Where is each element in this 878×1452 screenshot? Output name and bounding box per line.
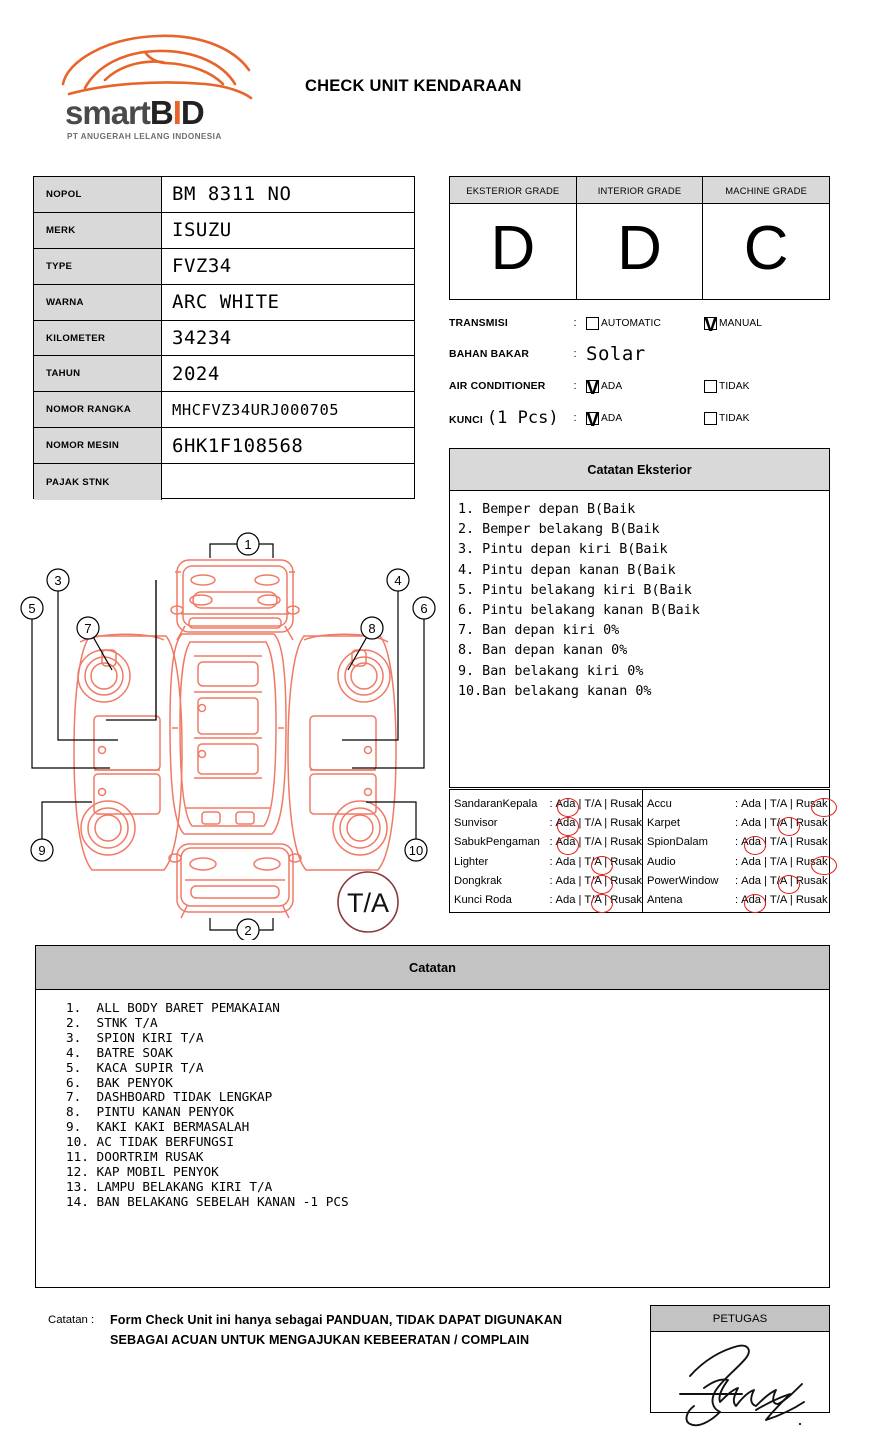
interior-item-name: SpionDalam xyxy=(647,836,708,849)
callout-label-9: 9 xyxy=(38,843,46,858)
catatan-list xyxy=(36,990,829,1287)
interior-colon: : xyxy=(735,874,739,887)
logo-subtitle: PT ANUGERAH LELANG INDONESIA xyxy=(67,132,222,141)
grade-header: EKSTERIOR GRADE xyxy=(450,177,576,204)
interior-item-name: Audio xyxy=(647,855,676,868)
catatan-eksterior-item: 7. Ban depan kiri 0% xyxy=(458,623,620,639)
catatan-item: 10. AC TIDAK BERFUNGSI xyxy=(66,1134,235,1150)
interior-checklist-left xyxy=(449,789,643,913)
info-label: MERK xyxy=(34,213,162,248)
interior-colon: : xyxy=(735,797,739,810)
info-row xyxy=(34,213,414,249)
smartbid-logo xyxy=(45,22,285,141)
catatan-eksterior-item: 5. Pintu belakang kiri B(Baik xyxy=(458,582,692,598)
catatan-eksterior-item: 9. Ban belakang kiri 0% xyxy=(458,663,644,679)
info-row xyxy=(34,464,414,500)
petugas-box xyxy=(650,1305,830,1413)
catatan-item: 4. BATRE SOAK xyxy=(66,1044,173,1060)
catatan-eksterior-title: Catatan Eksterior xyxy=(450,449,829,491)
catatan-eksterior-item: 3. Pintu depan kiri B(Baik xyxy=(458,542,668,558)
interior-row[interactable] xyxy=(643,794,829,813)
info-label: NOPOL xyxy=(34,177,162,212)
catatan-item: 6. BAK PENYOK xyxy=(66,1074,173,1090)
interior-options[interactable]: Ada | T/A | Rusak xyxy=(556,798,642,810)
grade-header: MACHINE GRADE xyxy=(703,177,829,204)
callout-label-1: 1 xyxy=(244,537,252,552)
info-value[interactable]: 2024 xyxy=(172,362,220,385)
info-label: PAJAK STNK xyxy=(34,464,162,500)
interior-row[interactable] xyxy=(643,813,829,832)
info-value[interactable]: ISUZU xyxy=(172,219,232,242)
interior-row[interactable] xyxy=(643,833,829,852)
interior-row[interactable] xyxy=(643,871,829,890)
catatan-eksterior-item: 10.Ban belakang kanan 0% xyxy=(458,683,652,699)
interior-row[interactable] xyxy=(450,890,642,909)
logo-text-b: B xyxy=(149,94,173,131)
info-value[interactable]: 6HK1F108568 xyxy=(172,434,304,457)
interior-options[interactable]: Ada | T/A | Rusak xyxy=(741,836,827,848)
page-title: CHECK UNIT KENDARAAN xyxy=(305,77,522,95)
info-value[interactable]: ARC WHITE xyxy=(172,291,280,314)
ta-stamp-label: T/A xyxy=(346,888,390,918)
interior-item-name: PowerWindow xyxy=(647,874,719,887)
selection-circle xyxy=(591,894,613,913)
label-kunci-ada: ADA xyxy=(601,412,623,424)
info-label: KILOMETER xyxy=(34,321,162,356)
bahan-bakar-value: Solar xyxy=(586,343,646,365)
kunci-label xyxy=(449,408,564,428)
info-row xyxy=(34,249,414,285)
transmisi-option-manual[interactable] xyxy=(704,317,762,330)
interior-item-name: Sunvisor xyxy=(454,816,498,829)
info-label: NOMOR RANGKA xyxy=(34,392,162,427)
label-manual: MANUAL xyxy=(719,317,763,329)
catatan-eksterior-item: 2. Bemper belakang B(Baik xyxy=(458,522,660,538)
transmisi-label: TRANSMISI xyxy=(449,317,508,329)
grade-value: D xyxy=(617,213,662,283)
ta-stamp xyxy=(338,872,398,932)
catatan-item: 14. BAN BELAKANG SEBELAH KANAN -1 PCS xyxy=(66,1193,349,1209)
kunci-quantity: (1 Pcs) xyxy=(486,408,559,428)
info-label: NOMOR MESIN xyxy=(34,428,162,463)
label-ac-tidak: TIDAK xyxy=(719,380,750,392)
label-automatic: AUTOMATIC xyxy=(601,317,661,329)
info-row xyxy=(34,177,414,213)
interior-row[interactable] xyxy=(450,833,642,852)
petugas-label: PETUGAS xyxy=(651,1306,829,1332)
interior-colon: : xyxy=(549,836,553,849)
info-label: WARNA xyxy=(34,285,162,320)
spec-row-bahan-bakar xyxy=(449,339,830,369)
catatan-item: 12. KAP MOBIL PENYOK xyxy=(66,1163,219,1179)
label-kunci-tidak: TIDAK xyxy=(719,412,750,424)
catatan-eksterior-list xyxy=(450,491,829,787)
interior-colon: : xyxy=(735,836,739,849)
interior-options[interactable]: Ada | T/A | Rusak xyxy=(741,894,827,906)
catatan-item: 2. STNK T/A xyxy=(66,1014,158,1030)
callout-label-10: 10 xyxy=(408,843,424,858)
callout-label-2: 2 xyxy=(244,923,252,938)
interior-colon: : xyxy=(549,855,553,868)
kunci-option-tidak[interactable] xyxy=(704,412,750,425)
interior-checklist-right xyxy=(643,789,830,913)
catatan-title: Catatan xyxy=(36,946,829,990)
logo-text-smart: smart xyxy=(65,94,150,131)
selection-circle xyxy=(744,894,766,913)
catatan-panel xyxy=(35,945,830,1288)
info-row xyxy=(34,321,414,357)
info-value[interactable]: MHCFVZ34URJ000705 xyxy=(172,400,340,419)
interior-options[interactable]: Ada | T/A | Rusak xyxy=(556,856,642,868)
air-conditioner-label: AIR CONDITIONER xyxy=(449,380,546,392)
info-label: TYPE xyxy=(34,249,162,284)
ac-option-tidak[interactable] xyxy=(704,380,750,393)
label-ac-ada: ADA xyxy=(601,380,623,392)
grade-table xyxy=(449,176,830,300)
page-header xyxy=(0,0,878,150)
interior-colon: : xyxy=(549,816,553,829)
interior-options[interactable]: Ada | T/A | Rusak xyxy=(556,894,642,906)
interior-item-name: Karpet xyxy=(647,816,680,829)
vehicle-info-table xyxy=(33,176,415,499)
checkbox-ac-ada[interactable] xyxy=(586,380,599,393)
logo-wordmark xyxy=(65,94,204,132)
interior-item-name: SabukPengaman xyxy=(454,836,540,849)
catatan-item: 11. DOORTRIM RUSAK xyxy=(66,1149,204,1165)
info-value[interactable]: 34234 xyxy=(172,327,232,349)
info-label: TAHUN xyxy=(34,356,162,391)
catatan-item: 8. PINTU KANAN PENYOK xyxy=(66,1104,235,1120)
kunci-label-text: KUNCI xyxy=(449,415,483,426)
info-row xyxy=(34,285,414,321)
interior-colon: : xyxy=(549,797,553,810)
interior-options[interactable]: Ada | T/A | Rusak xyxy=(741,856,827,868)
interior-options[interactable]: Ada | T/A | Rusak xyxy=(556,817,642,829)
catatan-item: 7. DASHBOARD TIDAK LENGKAP xyxy=(66,1089,273,1105)
grade-value: C xyxy=(743,213,789,283)
info-row xyxy=(34,392,414,428)
grade-header: INTERIOR GRADE xyxy=(577,177,703,204)
info-value[interactable] xyxy=(162,464,414,500)
interior-colon: : xyxy=(735,855,739,868)
callout-label-6: 6 xyxy=(420,601,428,616)
grade-column xyxy=(703,177,829,299)
catatan-eksterior-item: 1. Bemper depan B(Baik xyxy=(458,502,636,517)
interior-colon: : xyxy=(735,816,739,829)
catatan-item: 3. SPION KIRI T/A xyxy=(66,1029,204,1045)
interior-row[interactable] xyxy=(450,852,642,871)
info-row xyxy=(34,356,414,392)
interior-colon: : xyxy=(735,894,739,907)
interior-row[interactable] xyxy=(643,890,829,909)
catatan-item: 13. LAMPU BELAKANG KIRI T/A xyxy=(66,1178,273,1194)
interior-row[interactable] xyxy=(450,794,642,813)
ac-option-ada[interactable] xyxy=(586,380,704,393)
spec-row-transmisi xyxy=(449,308,830,338)
kunci-option-ada[interactable] xyxy=(586,412,704,425)
checkbox-kunci-tidak[interactable] xyxy=(704,412,717,425)
vehicle-damage-diagram xyxy=(20,520,450,940)
footer-text: Form Check Unit ini hanya sebagai PANDUAN, TIDAK DAPAT DIGUNAKAN SEBAGAI ACUAN UNTUK MENGAJUKAN KEBEERATAN / COMPLAIN xyxy=(110,1313,563,1347)
callout-label-3: 3 xyxy=(54,573,62,588)
interior-options[interactable]: Ada | T/A | Rusak xyxy=(741,875,827,887)
info-value[interactable]: FVZ34 xyxy=(172,255,232,278)
interior-colon: : xyxy=(549,894,553,907)
info-value[interactable]: BM 8311 NO xyxy=(172,183,292,206)
catatan-eksterior-item: 8. Ban depan kanan 0% xyxy=(458,643,628,659)
catatan-eksterior-item: 6. Pintu belakang kanan B(Baik xyxy=(458,603,700,619)
interior-options[interactable]: Ada | T/A | Rusak xyxy=(556,836,642,848)
interior-item-name: Antena xyxy=(647,894,683,907)
spec-row-kunci xyxy=(449,403,830,433)
catatan-eksterior-item: 4. Pintu depan kanan B(Baik xyxy=(458,562,676,578)
transmisi-colon: : xyxy=(573,317,577,329)
transmisi-option-automatic[interactable] xyxy=(586,317,704,330)
bahan-bakar-colon: : xyxy=(573,348,577,360)
bahan-bakar-label: BAHAN BAKAR xyxy=(449,348,530,360)
checkbox-ac-tidak[interactable] xyxy=(704,380,717,393)
logo-text-d: D xyxy=(180,94,204,131)
interior-item-name: SandaranKepala xyxy=(454,797,538,810)
kunci-colon: : xyxy=(573,412,577,424)
footer-label: Catatan : xyxy=(48,1314,95,1326)
grade-column xyxy=(450,177,577,299)
interior-row[interactable] xyxy=(643,852,829,871)
interior-row[interactable] xyxy=(450,871,642,890)
checkbox-manual[interactable] xyxy=(704,317,717,330)
interior-item-name: Kunci Roda xyxy=(454,894,512,907)
catatan-item: 5. KACA SUPIR T/A xyxy=(66,1059,204,1075)
interior-options[interactable]: Ada | T/A | Rusak xyxy=(741,817,827,829)
callout-label-5: 5 xyxy=(28,601,36,616)
logo-text-i: I xyxy=(172,94,181,131)
interior-item-name: Lighter xyxy=(454,855,489,868)
air-conditioner-colon: : xyxy=(573,380,577,392)
interior-options[interactable]: Ada | T/A | Rusak xyxy=(556,875,642,887)
info-row xyxy=(34,428,414,464)
checkbox-kunci-ada[interactable] xyxy=(586,412,599,425)
callout-label-7: 7 xyxy=(84,621,92,636)
interior-options[interactable]: Ada | T/A | Rusak xyxy=(741,798,827,810)
catatan-eksterior-panel xyxy=(449,448,830,788)
interior-checklist-section xyxy=(449,789,830,913)
spec-section xyxy=(449,308,830,430)
grade-column xyxy=(577,177,704,299)
callout-label-4: 4 xyxy=(394,573,402,588)
interior-colon: : xyxy=(549,874,553,887)
spec-row-air-conditioner xyxy=(449,371,830,401)
callout-label-8: 8 xyxy=(368,621,376,636)
grade-value: D xyxy=(490,213,536,283)
catatan-item: 1. ALL BODY BARET PEMAKAIAN xyxy=(66,1000,280,1015)
checkbox-automatic[interactable] xyxy=(586,317,599,330)
interior-item-name: Accu xyxy=(647,797,672,810)
interior-row[interactable] xyxy=(450,813,642,832)
interior-item-name: Dongkrak xyxy=(454,874,502,887)
catatan-item: 9. KAKI KAKI BERMASALAH xyxy=(66,1119,250,1135)
